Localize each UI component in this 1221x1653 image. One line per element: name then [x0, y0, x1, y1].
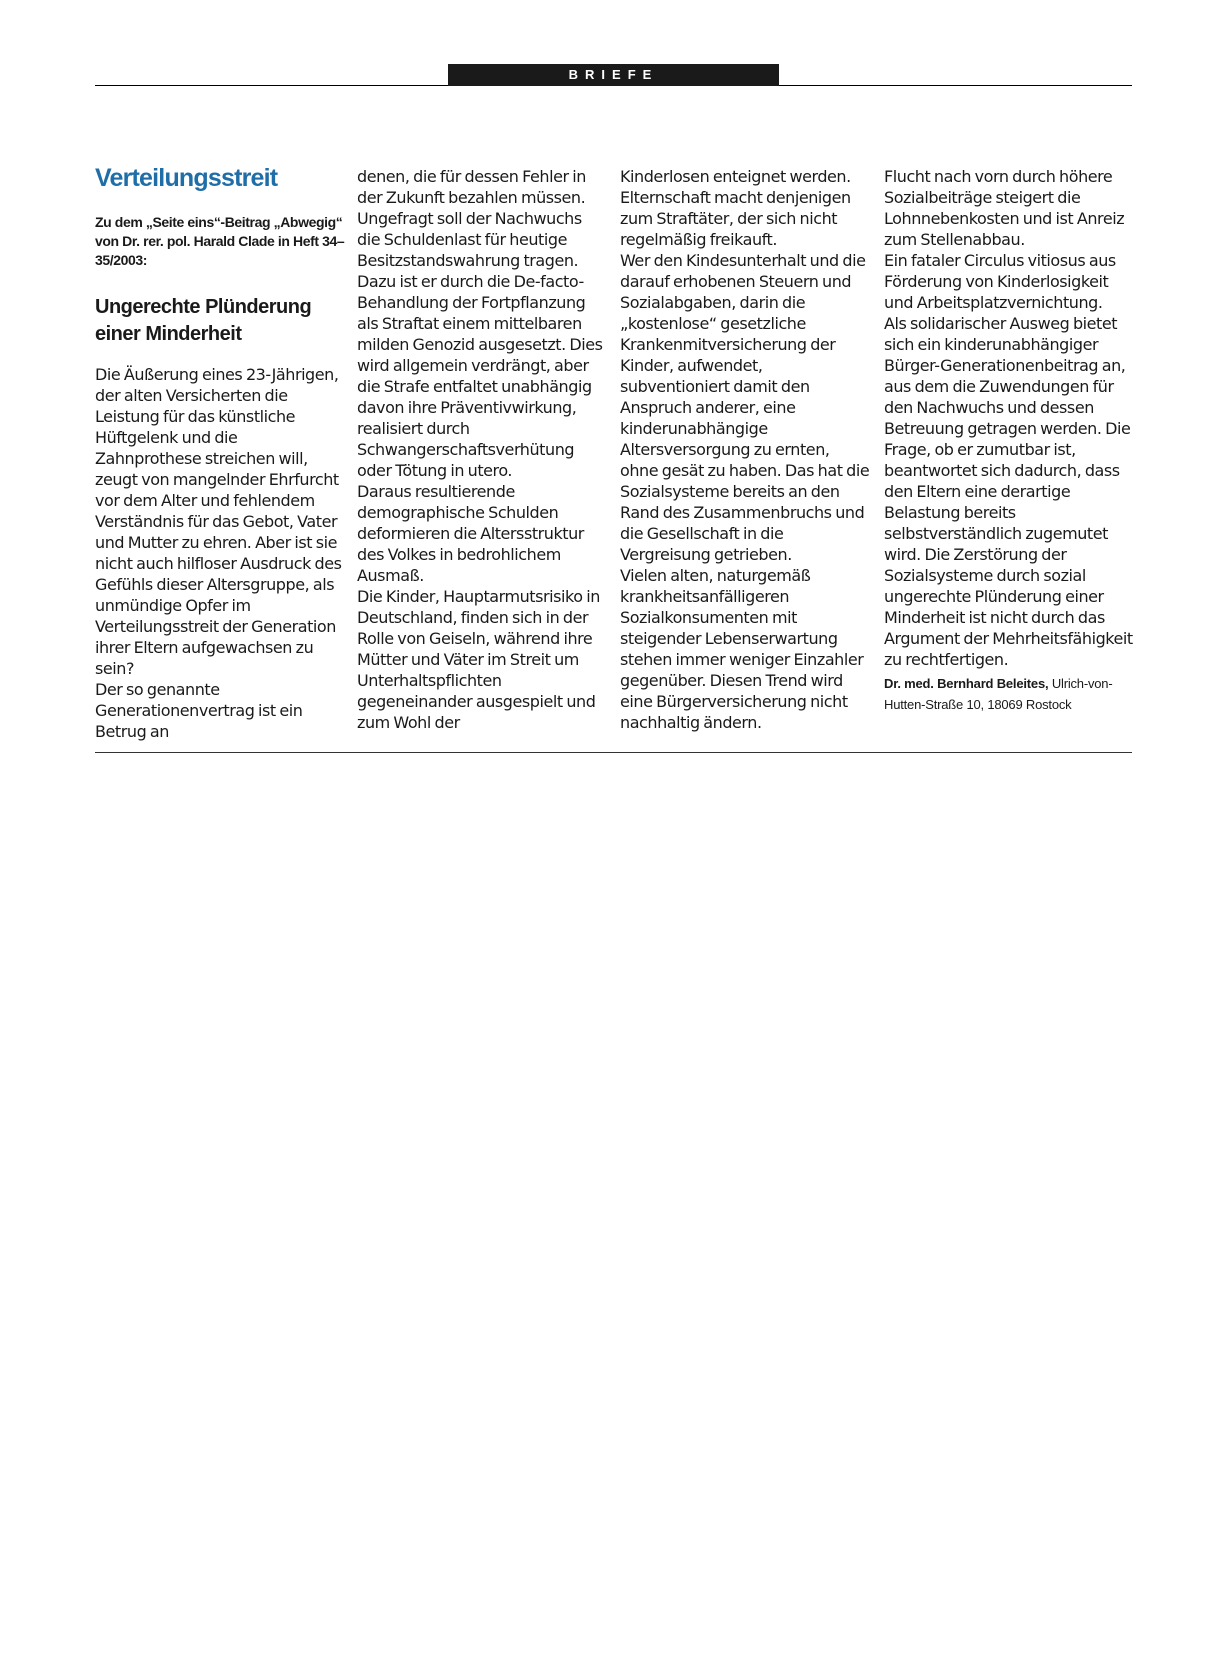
- article-subtitle: Ungerechte Plünderung einer Minderheit: [95, 296, 312, 345]
- paragraph: Vielen alten, naturgemäß krankheitsanfälligeren Sozialkonsumenten mit steigender Lebenserwartung stehen immer weniger Einzahler gegenüber. Diesen Trend wird eine Bürgerversicherung nicht nachhaltig ändern.: [620, 566, 864, 732]
- paragraph: denen, die für dessen Fehler in der Zukunft bezahlen müssen. Ungefragt soll der Nachwuchs die Schuldenlast für heutige Besitzstandswahrung tragen.: [357, 167, 586, 270]
- signature: [884, 673, 1134, 715]
- paragraph: Ein fataler Circulus vitiosus aus Förderung von Kinderlosigkeit und Arbeitsplatzvernichtung.: [884, 251, 1116, 312]
- paragraph: Wer den Kindesunterhalt und die darauf erhobenen Steuern und Sozialabgaben, darin die „kostenlose“ gesetzliche Krankenmitversicherung der Kinder, aufwendet, subventioniert damit den Anspruch anderer, eine kinderunabhängige Altersversorgung zu ernten, ohne gesät zu haben. Das hat die Sozialsysteme bereits an den Rand des Zusammenbruchs und die Gesellschaft in die Vergreisung getrieben.: [620, 251, 870, 564]
- paragraph: Als solidarischer Ausweg bietet sich ein kinderunabhängiger Bürger-Generationenbeitrag an, aus dem die Zuwendungen für den Nachwuchs und dessen Betreuung getragen werden. Die Frage, ob er zumutbar ist, beantwortet sich dadurch, dass den Eltern eine derartige Belastung bereits selbstverständlich zugemutet wird. Die Zerstörung der Sozialsysteme durch sozial ungerechte Plünderung einer Minderheit ist nicht durch das Argument der Mehrheitsfähigkeit zu rechtfertigen.: [884, 314, 1133, 669]
- article-title: Verteilungsstreit: [95, 164, 278, 192]
- paragraph: Daraus resultierende demographische Schulden deformieren die Altersstruktur des Volkes in bedrohlichem Ausmaß.: [357, 482, 584, 585]
- column-4: [884, 166, 1134, 715]
- bottom-rule: [95, 752, 1132, 753]
- paragraph: Kinderlosen enteignet werden. Elternschaft macht denjenigen zum Straftäter, der sich nicht regelmäßig freikauft.: [620, 167, 851, 249]
- author-address: Ulrich-von-Hutten-Straße 10, 18069 Rostock: [884, 676, 1113, 712]
- section-label: BRIEFE: [448, 64, 779, 86]
- paragraph: Der so genannte Generationenvertrag ist ein Betrug an: [95, 680, 303, 741]
- paragraph: Die Äußerung eines 23-Jährigen, der alten Versicherten die Leistung für das künstliche Hüftgelenk und die Zahnprothese streichen will, zeugt von mangelnder Ehrfurcht vor dem Alter und fehlendem Verständnis für das Gebot, Vater und Mutter zu ehren. Aber ist sie nicht auch hilfloser Ausdruck des Gefühls dieser Altersgruppe, als unmündige Opfer im Verteilungsstreit der Generation ihrer Eltern aufgewachsen zu sein?: [95, 365, 342, 678]
- paragraph: Die Kinder, Hauptarmutsrisiko in Deutschland, finden sich in der Rolle von Geiseln, während ihre Mütter und Väter im Streit um Unterhaltspflichten gegeneinander ausgespielt und zum Wohl der: [357, 587, 600, 732]
- article-intro: Zu dem „Seite eins“-Beitrag „Abwegig“ von Dr. rer. pol. Harald Clade in Heft 34–35/2003:: [95, 214, 345, 268]
- column-1: [95, 163, 345, 742]
- paragraph: Flucht nach vorn durch höhere Sozialbeiträge steigert die Lohnnebenkosten und ist Anreiz zum Stellenabbau.: [884, 167, 1125, 249]
- column-3: [620, 166, 870, 733]
- column-2: [357, 166, 607, 733]
- paragraph: Dazu ist er durch die De-facto-Behandlung der Fortpflanzung als Straftat einem mittelbaren milden Genozid ausgesetzt. Dies wird allgemein verdrängt, aber die Strafe entfaltet unabhängig davon ihre Präventivwirkung, realisiert durch Schwangerschaftsverhütung oder Tötung in utero.: [357, 272, 603, 480]
- author-name: Dr. med. Bernhard Beleites,: [884, 676, 1049, 691]
